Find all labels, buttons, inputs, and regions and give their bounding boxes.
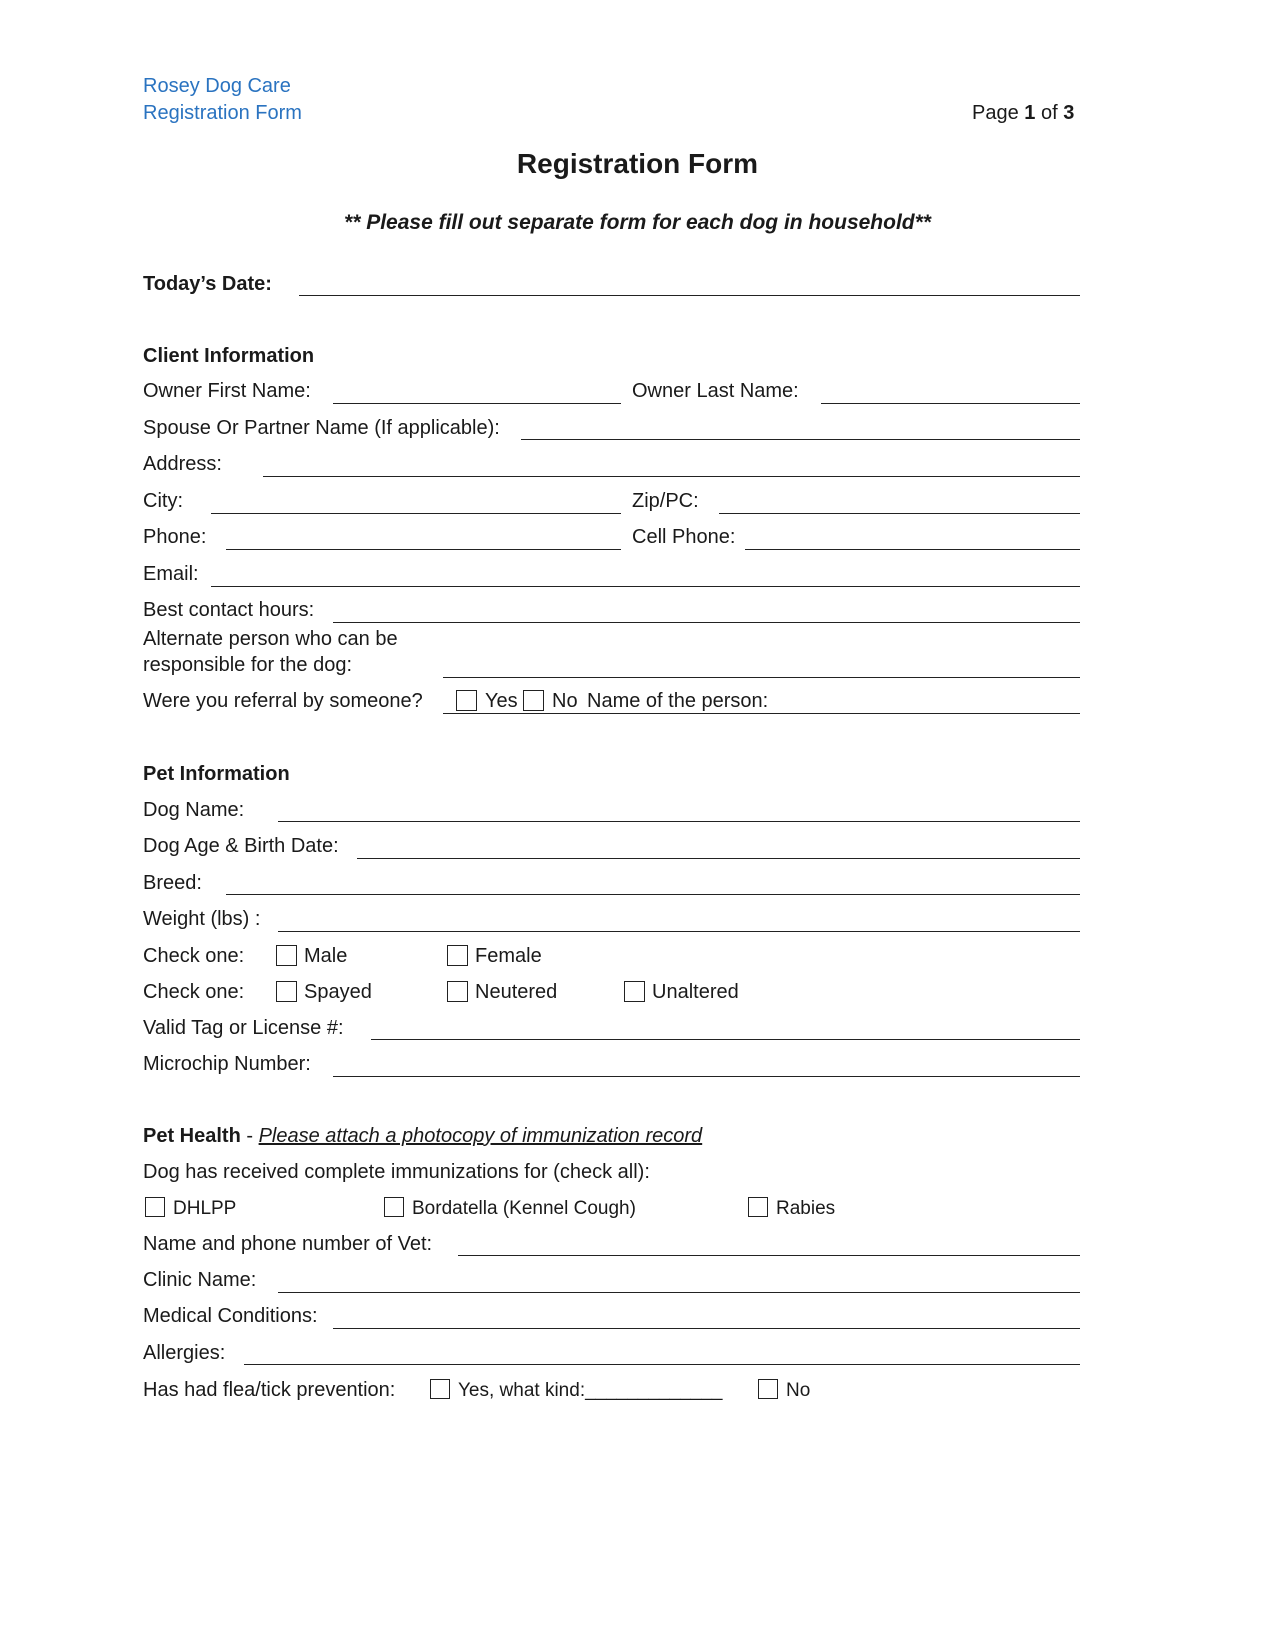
dog-name-label: Dog Name: <box>143 799 245 821</box>
spayed-checkbox[interactable] <box>276 981 297 1002</box>
tag-field[interactable] <box>371 1039 1080 1040</box>
female-checkbox[interactable] <box>447 945 468 966</box>
alternate-label-line1: Alternate person who can be <box>143 628 398 650</box>
clinic-label: Clinic Name: <box>143 1269 257 1291</box>
page-total: 3 <box>1063 102 1075 124</box>
clinic-field[interactable] <box>278 1292 1080 1293</box>
referral-name-field[interactable] <box>443 713 1080 714</box>
owner-last-label: Owner Last Name: <box>632 380 799 402</box>
cell-field[interactable] <box>745 549 1080 550</box>
rabies-label: Rabies <box>776 1198 836 1219</box>
referral-yes-checkbox[interactable] <box>456 690 477 711</box>
dhlpp-checkbox[interactable] <box>145 1197 165 1217</box>
owner-first-field[interactable] <box>333 403 621 404</box>
unaltered-label: Unaltered <box>652 981 739 1003</box>
vet-label: Name and phone number of Vet: <box>143 1233 433 1255</box>
medical-label: Medical Conditions: <box>143 1305 318 1327</box>
contact-hours-field[interactable] <box>333 622 1080 623</box>
weight-field[interactable] <box>278 931 1080 932</box>
page-current: 1 <box>1024 102 1036 124</box>
referral-name-label: Name of the person: <box>587 690 769 712</box>
allergies-field[interactable] <box>244 1364 1080 1365</box>
medical-field[interactable] <box>333 1328 1080 1329</box>
neutered-label: Neutered <box>475 981 558 1003</box>
phone-label: Phone: <box>143 526 207 548</box>
referral-label: Were you referral by someone? <box>143 690 423 712</box>
breed-label: Breed: <box>143 872 202 894</box>
spouse-field[interactable] <box>521 439 1080 440</box>
todays-date-label: Today’s Date: <box>143 273 272 295</box>
weight-label: Weight (lbs) : <box>143 908 261 930</box>
flea-yes-label: Yes, what kind:_____________ <box>458 1380 723 1401</box>
vet-field[interactable] <box>458 1255 1080 1256</box>
zip-label: Zip/PC: <box>632 490 699 512</box>
unaltered-checkbox[interactable] <box>624 981 645 1002</box>
alternate-field[interactable] <box>443 677 1080 678</box>
health-section-note: Please attach a photocopy of immunization record <box>258 1125 703 1147</box>
tag-label: Valid Tag or License #: <box>143 1017 344 1039</box>
status-check-label: Check one: <box>143 981 245 1003</box>
page-number <box>972 103 1074 123</box>
city-field[interactable] <box>211 513 621 514</box>
address-field[interactable] <box>263 476 1080 477</box>
page-prefix: Page <box>972 102 1025 124</box>
city-label: City: <box>143 490 183 512</box>
immunization-label: Dog has received complete immunizations for (check all): <box>143 1161 650 1183</box>
email-label: Email: <box>143 563 199 585</box>
flea-no-checkbox[interactable] <box>758 1379 778 1399</box>
flea-label: Has had flea/tick prevention: <box>143 1379 396 1401</box>
neutered-checkbox[interactable] <box>447 981 468 1002</box>
dog-name-field[interactable] <box>278 821 1080 822</box>
microchip-label: Microchip Number: <box>143 1053 311 1075</box>
org-name: Rosey Dog Care <box>143 75 291 97</box>
allergies-label: Allergies: <box>143 1342 226 1364</box>
male-label: Male <box>304 945 348 967</box>
spayed-label: Spayed <box>304 981 372 1003</box>
spouse-label: Spouse Or Partner Name (If applicable): <box>143 417 500 439</box>
bordatella-label: Bordatella (Kennel Cough) <box>412 1198 636 1219</box>
bordatella-checkbox[interactable] <box>384 1197 404 1217</box>
page-title: Registration Form <box>516 148 759 179</box>
referral-no-label: No <box>552 690 578 712</box>
health-section-sep: - <box>240 1125 259 1147</box>
male-checkbox[interactable] <box>276 945 297 966</box>
cell-label: Cell Phone: <box>632 526 736 548</box>
client-section-title: Client Information <box>143 345 315 367</box>
phone-field[interactable] <box>226 549 621 550</box>
email-field[interactable] <box>211 586 1080 587</box>
page-of: of <box>1035 102 1064 124</box>
instruction-note: ** Please fill out separate form for each dog in household** <box>344 211 931 234</box>
rabies-checkbox[interactable] <box>748 1197 768 1217</box>
dhlpp-label: DHLPP <box>173 1198 237 1219</box>
flea-no-label: No <box>786 1380 811 1401</box>
referral-yes-label: Yes <box>485 690 518 712</box>
zip-field[interactable] <box>719 513 1080 514</box>
owner-first-label: Owner First Name: <box>143 380 311 402</box>
pet-section-title: Pet Information <box>143 763 290 785</box>
owner-last-field[interactable] <box>821 403 1080 404</box>
referral-no-checkbox[interactable] <box>523 690 544 711</box>
alternate-label-line2: responsible for the dog: <box>143 654 353 676</box>
dog-age-field[interactable] <box>357 858 1080 859</box>
microchip-field[interactable] <box>333 1076 1080 1077</box>
sex-check-label: Check one: <box>143 945 245 967</box>
dog-age-label: Dog Age & Birth Date: <box>143 835 339 857</box>
contact-hours-label: Best contact hours: <box>143 599 315 621</box>
female-label: Female <box>475 945 542 967</box>
address-label: Address: <box>143 453 222 475</box>
breed-field[interactable] <box>226 894 1080 895</box>
flea-yes-checkbox[interactable] <box>430 1379 450 1399</box>
health-section-title: Pet Health <box>143 1125 241 1147</box>
health-section-title-row <box>143 1126 702 1146</box>
todays-date-field[interactable] <box>299 295 1080 296</box>
doc-name: Registration Form <box>143 102 302 124</box>
